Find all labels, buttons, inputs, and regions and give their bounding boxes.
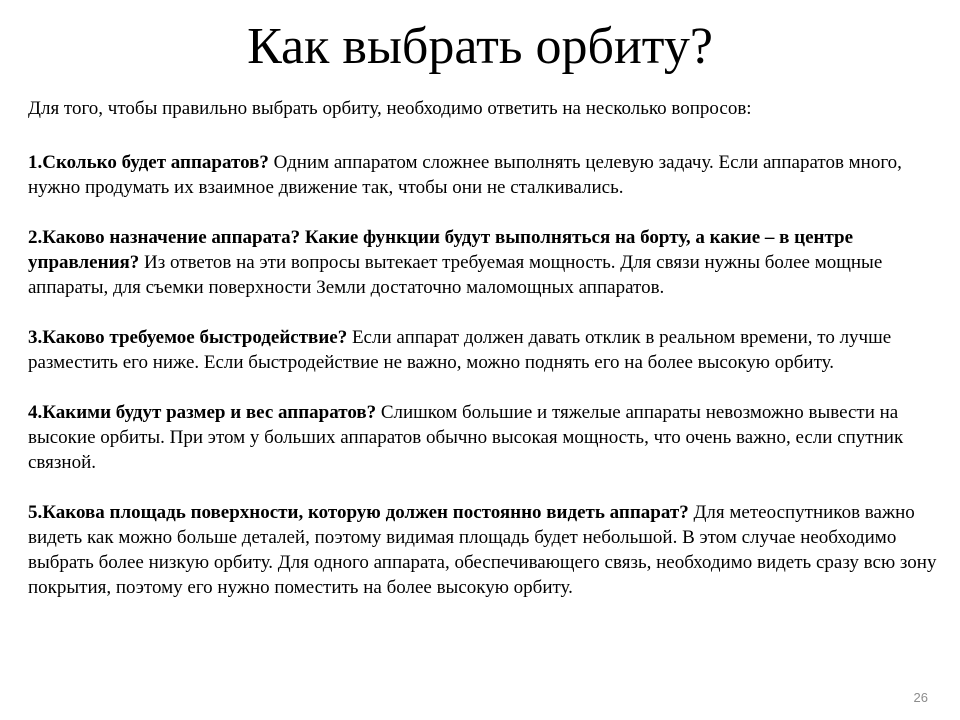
- question-item-4: [28, 400, 948, 475]
- answer-4: Слишком большие и тяжелые аппараты невозможно вывести на высокие орбиты. При этом у больших аппаратов обычно высокая мощность, что очень важно, если спутник связной.: [28, 402, 904, 473]
- question-item-1: [28, 150, 948, 200]
- question-5: 5.Какова площадь поверхности, которую должен постоянно видеть аппарат?: [28, 502, 689, 523]
- page-number: 26: [913, 690, 928, 705]
- question-1: 1.Сколько будет аппаратов?: [28, 152, 269, 173]
- answer-1: Одним аппаратом сложнее выполнять целевую задачу. Если аппаратов много, нужно продумать их взаимное движение так, чтобы они не сталкивались.: [28, 152, 902, 198]
- question-item-2: [28, 225, 948, 300]
- slide-body: [28, 96, 948, 625]
- answer-3: Если аппарат должен давать отклик в реальном времени, то лучше разместить его ниже. Если быстродействие не важно, можно поднять его на более высокую орбиту.: [28, 327, 892, 373]
- intro-text: Для того, чтобы правильно выбрать орбиту, необходимо ответить на несколько вопросов:: [28, 98, 752, 119]
- question-4: 4.Какими будут размер и вес аппаратов?: [28, 402, 377, 423]
- answer-5: Для метеоспутников важно видеть как можно больше деталей, поэтому видимая площадь будет небольшой. В этом случае необходимо выбрать более низкую орбиту. Для одного аппарата, обеспечивающего связь, необходимо видеть сразу всю зону покрытия, поэтому его нужно поместить на более высокую орбиту.: [28, 502, 937, 598]
- answer-2: Из ответов на эти вопросы вытекает требуемая мощность. Для связи нужны более мощные аппараты, для съемки поверхности Земли достаточно маломощных аппаратов.: [28, 252, 883, 298]
- question-item-5: [28, 500, 948, 600]
- question-3: 3.Каково требуемое быстродействие?: [28, 327, 348, 348]
- question-2: 2.Каково назначение аппарата? Какие функции будут выполняться на борту, а какие – в центре управления?: [28, 227, 854, 273]
- question-item-3: [28, 325, 948, 375]
- slide-title: Как выбрать орбиту?: [247, 18, 713, 75]
